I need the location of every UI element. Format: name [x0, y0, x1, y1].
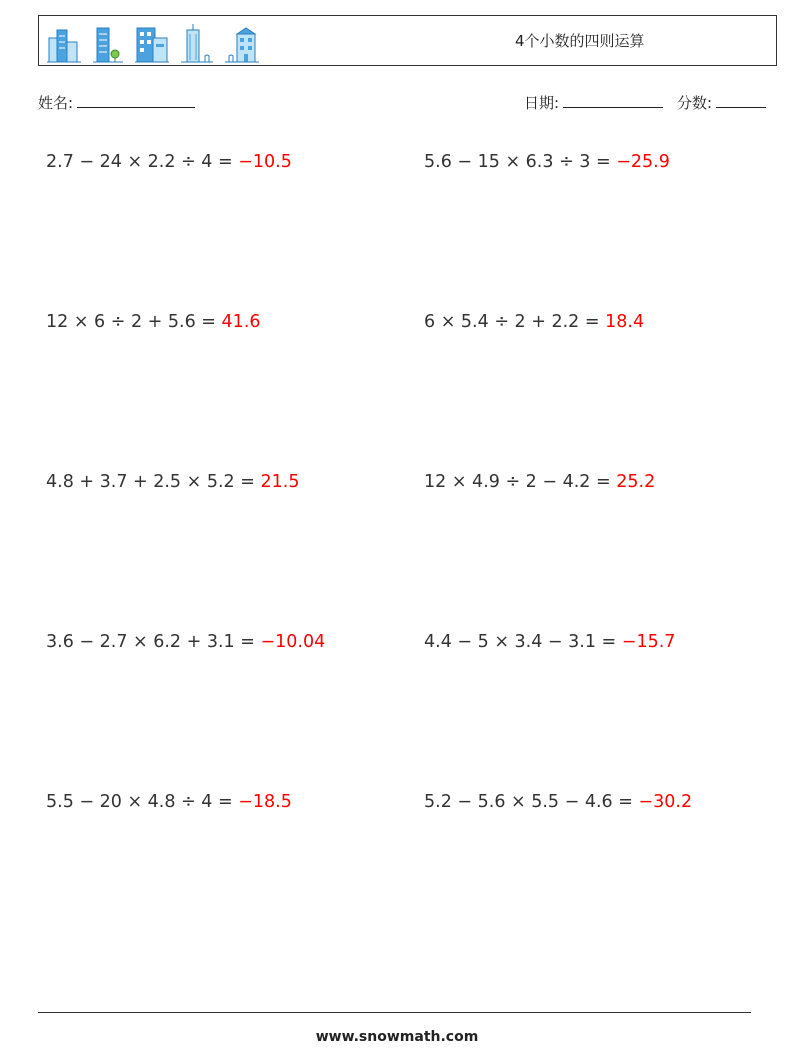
- footer-divider: [38, 1012, 751, 1013]
- problem-item: [46, 151, 292, 173]
- worksheet-title: 4个小数的四则运算: [515, 32, 645, 50]
- problem-answer: −18.5: [238, 792, 292, 812]
- header-box: [38, 15, 777, 66]
- problem-answer: −10.5: [238, 152, 292, 172]
- building-icon: [45, 24, 83, 64]
- problem-item: [46, 631, 325, 653]
- problem-item: [424, 631, 675, 653]
- building-icon: [133, 24, 171, 64]
- problem-item: [424, 151, 670, 173]
- problem-item: [424, 791, 692, 813]
- score-blank[interactable]: [716, 92, 766, 108]
- problem-item: [46, 471, 299, 493]
- date-label: 日期:: [524, 94, 560, 112]
- problem-answer: 25.2: [616, 472, 656, 492]
- problem-expression: 5.6 − 15 × 6.3 ÷ 3 =: [424, 152, 611, 172]
- problem-expression: 5.2 − 5.6 × 5.5 − 4.6 =: [424, 792, 633, 812]
- name-label: 姓名:: [38, 94, 74, 112]
- problem-answer: −15.7: [621, 632, 676, 652]
- problem-answer: −10.04: [260, 632, 326, 652]
- header-icons: [45, 22, 261, 64]
- problem-expression: 6 × 5.4 ÷ 2 + 2.2 =: [424, 312, 600, 332]
- problem-item: [46, 791, 292, 813]
- problem-answer: −25.9: [616, 152, 670, 172]
- building-icon: [179, 24, 215, 64]
- problem-item: [46, 311, 261, 333]
- problem-expression: 5.5 − 20 × 4.8 ÷ 4 =: [46, 792, 233, 812]
- date-blank[interactable]: [563, 92, 663, 108]
- score-label: 分数:: [677, 94, 713, 112]
- building-icon: [223, 24, 261, 64]
- problem-answer: 18.4: [605, 312, 645, 332]
- footer-url[interactable]: www.snowmath.com: [315, 1029, 479, 1045]
- problem-answer: 21.5: [260, 472, 300, 492]
- name-blank[interactable]: [77, 92, 195, 108]
- problem-answer: −30.2: [638, 792, 693, 812]
- problem-expression: 12 × 6 ÷ 2 + 5.6 =: [46, 312, 216, 332]
- problem-item: [424, 471, 655, 493]
- problem-item: [424, 311, 644, 333]
- problem-expression: 3.6 − 2.7 × 6.2 + 3.1 =: [46, 632, 255, 652]
- problem-answer: 41.6: [221, 312, 261, 332]
- problem-expression: 4.8 + 3.7 + 2.5 × 5.2 =: [46, 472, 255, 492]
- problem-expression: 2.7 − 24 × 2.2 ÷ 4 =: [46, 152, 233, 172]
- problem-expression: 12 × 4.9 ÷ 2 − 4.2 =: [424, 472, 611, 492]
- score-field[interactable]: [677, 92, 766, 113]
- problem-expression: 4.4 − 5 × 3.4 − 3.1 =: [424, 632, 617, 652]
- date-field[interactable]: [524, 92, 663, 113]
- building-icon: [91, 24, 125, 64]
- name-field[interactable]: [38, 92, 195, 113]
